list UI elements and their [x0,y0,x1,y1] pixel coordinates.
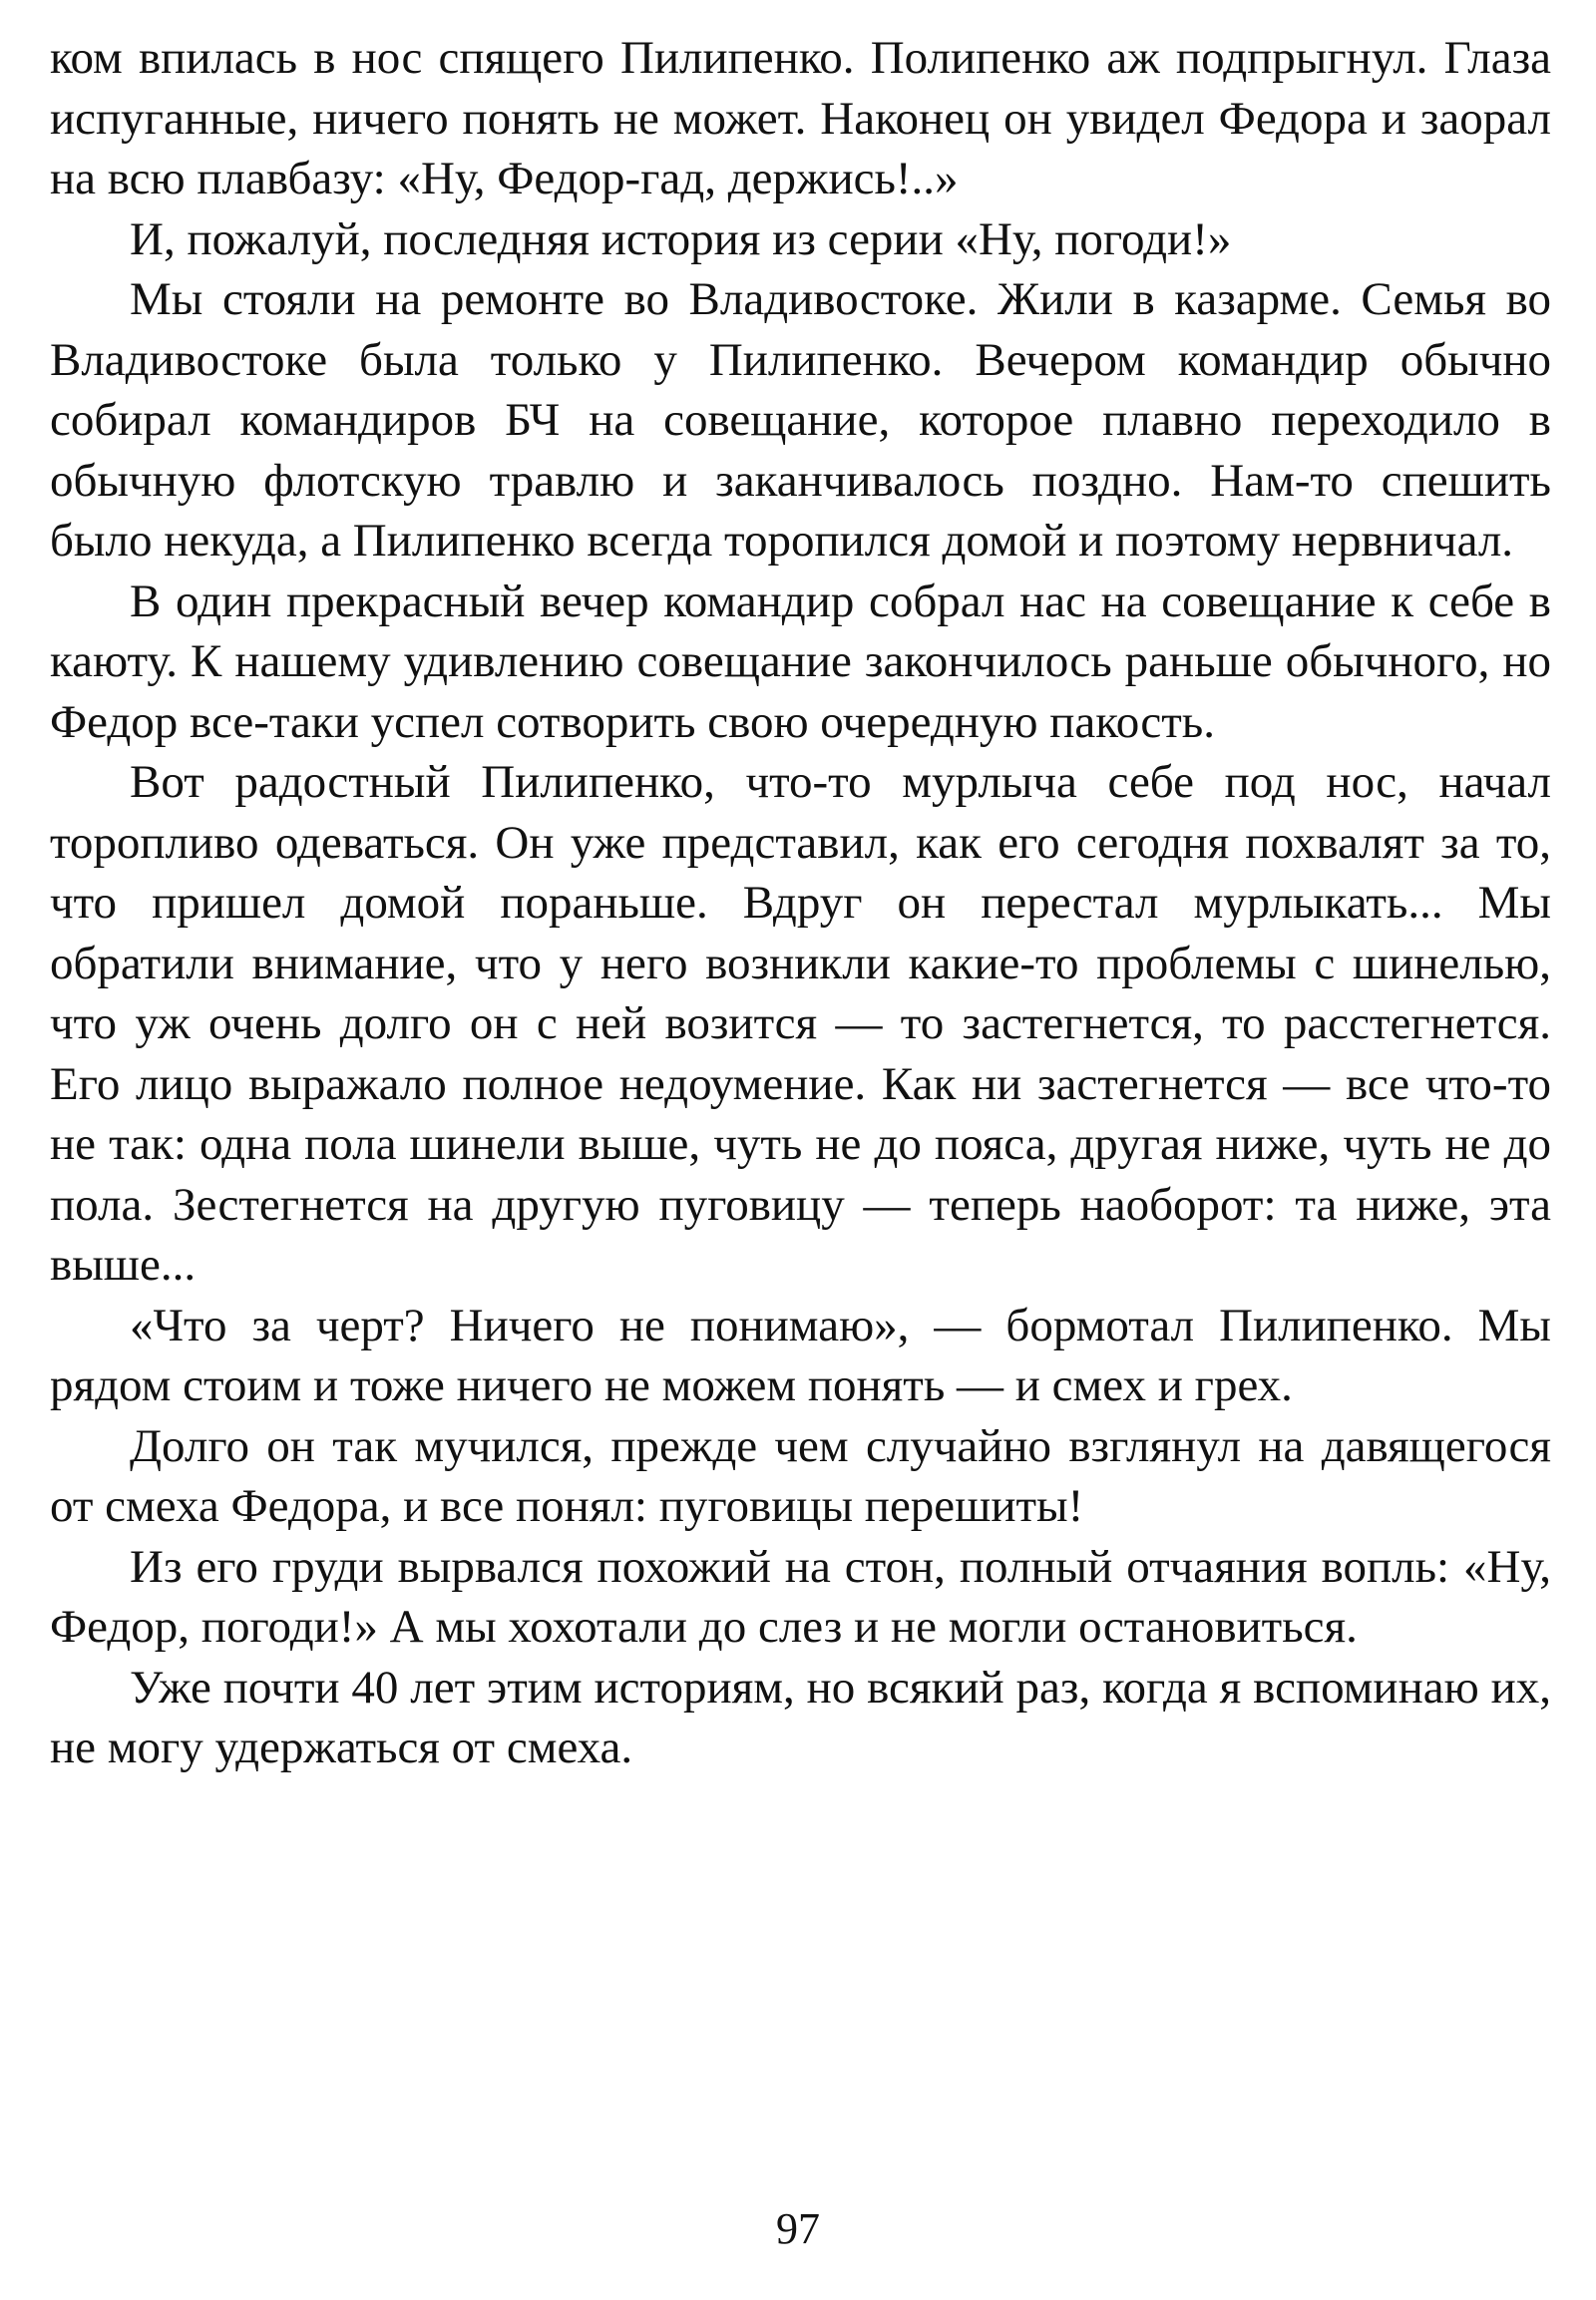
paragraph-continuation: ком впилась в нос спящего Пилипенко. Полипенко аж подпрыгнул. Глаза испуганные, ничего понять не может. Наконец он увидел Федора и заорал на всю плавбазу: «Ну, Федор-гад, держись!..» [50,32,1551,204]
paragraph: В один прекрасный вечер командир собрал нас на совещание к себе в каюту. К нашему удивлению совещание закончилось раньше обычного, но Федор все-таки успел сотворить свою очередную пакость. [50,575,1551,748]
paragraph: «Что за черт? Ничего не понимаю», — бормотал Пилипенко. Мы рядом стоим и тоже ничего не можем понять — и смех и грех. [50,1299,1551,1411]
paragraph: Долго он так мучился, прежде чем случайно взглянул на давящегося от смеха Федора, и все понял: пуговицы перешиты! [50,1419,1551,1532]
paragraph: И, пожалуй, последняя история из серии «Ну, погоди!» [130,212,1232,265]
paragraph: Уже почти 40 лет этим историям, но всякий раз, когда я вспоминаю их, не могу удержаться от смеха. [50,1661,1551,1773]
paragraph: Вот радостный Пилипенко, что-то мурлыча себе под нос, начал торопливо одеваться. Он уже представил, как его сегодня похвалят за то, что пришел домой пораньше. Вдруг он перестал мурлыкать... Мы обратили внимание, что у него возникли какие-то проблемы с шинелью, что уж очень долго он с ней возится — то застегнется, то расстегнется. Его лицо выражало полное недоумение. Как ни застегнется — все что-то не так: одна пола шинели выше, чуть не до пояса, другая ниже, чуть не до пола. Зестегнется на другую пуговицу — теперь наоборот: та ниже, эта выше... [50,756,1551,1291]
page-body [50,28,1551,2202]
paragraph: Из его груди вырвался похожий на стон, полный отчаяния вопль: «Ну, Федор, погоди!» А мы хохотали до слез и не могли остановиться. [50,1540,1551,1653]
paragraph: Мы стояли на ремонте во Владивостоке. Жили в казарме. Семья во Владивостоке была только у Пилипенко. Вечером командир обычно собирал командиров БЧ на совещание, которое плавно переходило в обычную флотскую травлю и заканчивалось поздно. Нам-то спешить было некуда, а Пилипенко всегда торопился домой и поэтому нервничал. [50,273,1551,567]
page-number: 97 [776,2204,820,2253]
